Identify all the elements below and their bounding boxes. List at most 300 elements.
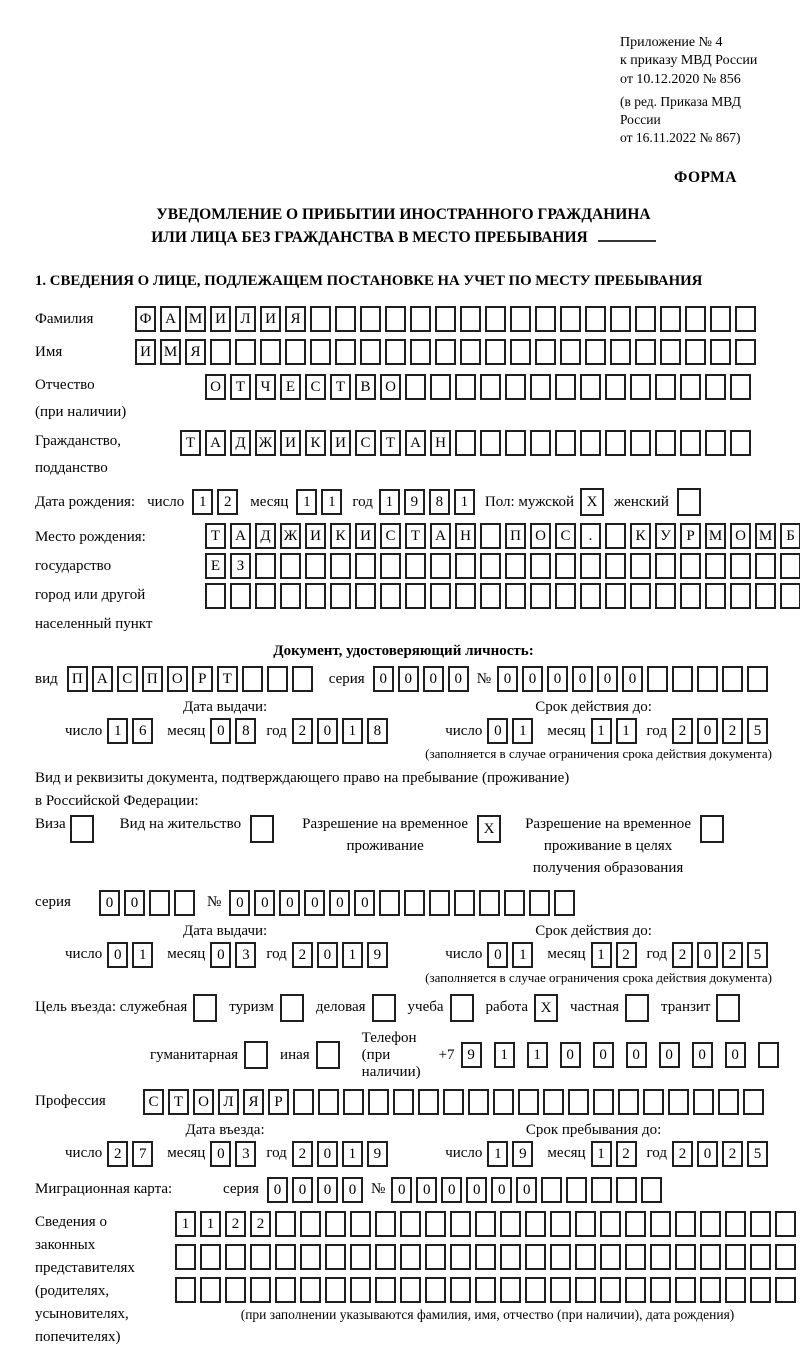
char-cell[interactable]: 2 [616,1141,637,1167]
char-cell[interactable] [235,339,256,365]
char-cell[interactable]: 2 [225,1211,246,1237]
char-cell[interactable] [425,1211,446,1237]
purpose-official-checkbox[interactable] [193,994,217,1022]
char-cell[interactable] [705,374,726,400]
char-cell[interactable] [450,1211,471,1237]
birth-month-boxes[interactable] [296,489,346,515]
char-cell[interactable]: 1 [296,489,317,515]
char-cell[interactable]: 0 [229,890,250,916]
char-cell[interactable] [555,553,576,579]
char-cell[interactable] [335,339,356,365]
char-cell[interactable] [505,374,526,400]
char-cell[interactable] [325,1211,346,1237]
char-cell[interactable] [600,1211,621,1237]
char-cell[interactable] [504,890,525,916]
char-cell[interactable] [350,1277,371,1303]
char-cell[interactable] [575,1211,596,1237]
temp-residence-edu-checkbox[interactable] [700,815,724,843]
char-cell[interactable]: П [142,666,163,692]
char-cell[interactable]: 2 [722,718,743,744]
char-cell[interactable] [758,1042,779,1068]
char-cell[interactable]: 0 [267,1177,288,1203]
res-valid-year-boxes[interactable] [672,942,772,968]
char-cell[interactable] [680,553,701,579]
birth-day-boxes[interactable] [192,489,242,515]
char-cell[interactable] [630,583,651,609]
char-cell[interactable]: 1 [616,718,637,744]
char-cell[interactable]: 0 [124,890,145,916]
res-issue-month-boxes[interactable] [210,942,260,968]
char-cell[interactable]: 1 [527,1042,548,1068]
visa-checkbox[interactable] [70,815,94,843]
char-cell[interactable]: 0 [692,1042,713,1068]
name-boxes[interactable] [135,339,760,365]
char-cell[interactable] [455,374,476,400]
char-cell[interactable] [529,890,550,916]
char-cell[interactable]: 0 [622,666,643,692]
char-cell[interactable] [242,666,263,692]
char-cell[interactable] [755,583,776,609]
char-cell[interactable] [318,1089,339,1115]
char-cell[interactable]: М [160,339,181,365]
char-cell[interactable] [525,1277,546,1303]
char-cell[interactable]: 1 [200,1211,221,1237]
char-cell[interactable]: 0 [210,1141,231,1167]
char-cell[interactable]: 0 [522,666,543,692]
res-issue-year-boxes[interactable] [292,942,392,968]
char-cell[interactable]: Л [218,1089,239,1115]
char-cell[interactable] [325,1277,346,1303]
char-cell[interactable] [735,339,756,365]
valid-year-boxes[interactable] [672,718,772,744]
char-cell[interactable]: 0 [317,718,338,744]
char-cell[interactable] [175,1244,196,1270]
char-cell[interactable] [710,339,731,365]
char-cell[interactable]: И [330,430,351,456]
char-cell[interactable]: О [205,374,226,400]
char-cell[interactable] [310,306,331,332]
char-cell[interactable] [780,553,800,579]
char-cell[interactable] [568,1089,589,1115]
char-cell[interactable]: 0 [487,942,508,968]
char-cell[interactable] [200,1277,221,1303]
issue-year-boxes[interactable] [292,718,392,744]
char-cell[interactable] [500,1244,521,1270]
char-cell[interactable] [585,339,606,365]
char-cell[interactable]: Р [192,666,213,692]
char-cell[interactable] [605,583,626,609]
char-cell[interactable]: 0 [597,666,618,692]
char-cell[interactable]: А [230,523,251,549]
char-cell[interactable] [518,1089,539,1115]
issue-day-boxes[interactable] [107,718,157,744]
char-cell[interactable] [454,890,475,916]
char-cell[interactable]: 2 [250,1211,271,1237]
char-cell[interactable]: 1 [342,718,363,744]
char-cell[interactable] [305,553,326,579]
char-cell[interactable] [675,1277,696,1303]
char-cell[interactable] [505,430,526,456]
char-cell[interactable] [555,374,576,400]
char-cell[interactable] [360,339,381,365]
birth-year-boxes[interactable] [379,489,479,515]
char-cell[interactable] [350,1211,371,1237]
char-cell[interactable]: А [405,430,426,456]
char-cell[interactable] [705,553,726,579]
char-cell[interactable]: 0 [210,942,231,968]
char-cell[interactable] [475,1211,496,1237]
profession-boxes[interactable] [143,1089,768,1115]
char-cell[interactable] [480,430,501,456]
char-cell[interactable] [743,1089,764,1115]
char-cell[interactable]: П [505,523,526,549]
temp-residence-checkbox[interactable]: X [477,815,501,843]
valid-month-boxes[interactable] [591,718,641,744]
char-cell[interactable] [429,890,450,916]
char-cell[interactable] [722,666,743,692]
char-cell[interactable] [550,1277,571,1303]
doc-number-boxes[interactable] [497,666,772,692]
char-cell[interactable] [535,306,556,332]
char-cell[interactable] [575,1277,596,1303]
char-cell[interactable] [525,1211,546,1237]
char-cell[interactable] [718,1089,739,1115]
char-cell[interactable] [250,1277,271,1303]
char-cell[interactable]: Д [255,523,276,549]
char-cell[interactable] [330,583,351,609]
char-cell[interactable]: 2 [217,489,238,515]
char-cell[interactable]: Т [217,666,238,692]
char-cell[interactable] [275,1277,296,1303]
char-cell[interactable] [750,1211,771,1237]
char-cell[interactable] [747,666,768,692]
char-cell[interactable] [360,306,381,332]
doc-series-boxes[interactable] [373,666,473,692]
char-cell[interactable] [650,1244,671,1270]
char-cell[interactable] [385,306,406,332]
char-cell[interactable] [655,374,676,400]
char-cell[interactable] [455,553,476,579]
char-cell[interactable]: 5 [747,942,768,968]
char-cell[interactable] [535,339,556,365]
phone-boxes[interactable] [461,1042,791,1068]
char-cell[interactable] [650,1211,671,1237]
char-cell[interactable] [285,339,306,365]
char-cell[interactable] [591,1177,612,1203]
char-cell[interactable] [410,306,431,332]
char-cell[interactable] [225,1244,246,1270]
char-cell[interactable]: И [305,523,326,549]
char-cell[interactable] [280,553,301,579]
char-cell[interactable] [725,1211,746,1237]
char-cell[interactable] [505,583,526,609]
char-cell[interactable] [410,339,431,365]
char-cell[interactable]: 0 [373,666,394,692]
char-cell[interactable] [641,1177,662,1203]
char-cell[interactable]: 0 [342,1177,363,1203]
char-cell[interactable] [300,1211,321,1237]
purpose-other-checkbox[interactable] [316,1041,340,1069]
purpose-tourism-checkbox[interactable] [280,994,304,1022]
char-cell[interactable] [280,583,301,609]
char-cell[interactable]: А [160,306,181,332]
char-cell[interactable]: 2 [672,718,693,744]
char-cell[interactable] [460,339,481,365]
char-cell[interactable] [643,1089,664,1115]
char-cell[interactable] [267,666,288,692]
char-cell[interactable] [205,583,226,609]
char-cell[interactable] [555,583,576,609]
char-cell[interactable]: Н [455,523,476,549]
char-cell[interactable]: С [143,1089,164,1115]
char-cell[interactable] [485,306,506,332]
guardians-row-3[interactable] [175,1277,800,1303]
char-cell[interactable]: А [430,523,451,549]
char-cell[interactable] [635,339,656,365]
char-cell[interactable]: Л [235,306,256,332]
char-cell[interactable] [693,1089,714,1115]
char-cell[interactable]: 1 [342,942,363,968]
char-cell[interactable] [700,1211,721,1237]
char-cell[interactable] [479,890,500,916]
char-cell[interactable]: 6 [132,718,153,744]
issue-month-boxes[interactable] [210,718,260,744]
char-cell[interactable] [630,430,651,456]
char-cell[interactable]: 0 [317,942,338,968]
char-cell[interactable]: 2 [722,1141,743,1167]
char-cell[interactable]: А [92,666,113,692]
valid-day-boxes[interactable] [487,718,537,744]
char-cell[interactable] [593,1089,614,1115]
char-cell[interactable] [566,1177,587,1203]
char-cell[interactable] [655,553,676,579]
char-cell[interactable]: 1 [512,942,533,968]
char-cell[interactable] [405,553,426,579]
char-cell[interactable]: С [380,523,401,549]
char-cell[interactable] [655,430,676,456]
char-cell[interactable] [543,1089,564,1115]
char-cell[interactable]: 2 [672,1141,693,1167]
char-cell[interactable]: 2 [292,718,313,744]
purpose-transit-checkbox[interactable] [716,994,740,1022]
char-cell[interactable]: Н [430,430,451,456]
char-cell[interactable]: И [210,306,231,332]
char-cell[interactable] [305,583,326,609]
char-cell[interactable] [700,1277,721,1303]
char-cell[interactable] [675,1211,696,1237]
char-cell[interactable] [405,583,426,609]
birth-place-row-3[interactable] [205,583,800,609]
char-cell[interactable] [580,583,601,609]
char-cell[interactable] [600,1277,621,1303]
purpose-study-checkbox[interactable] [450,994,474,1022]
purpose-humanitarian-checkbox[interactable] [244,1041,268,1069]
char-cell[interactable]: 1 [107,718,128,744]
char-cell[interactable]: 8 [367,718,388,744]
char-cell[interactable] [375,1211,396,1237]
char-cell[interactable]: О [193,1089,214,1115]
char-cell[interactable]: Ч [255,374,276,400]
char-cell[interactable]: 7 [132,1141,153,1167]
char-cell[interactable]: О [167,666,188,692]
char-cell[interactable] [550,1244,571,1270]
char-cell[interactable] [668,1089,689,1115]
char-cell[interactable] [605,374,626,400]
char-cell[interactable]: 0 [254,890,275,916]
char-cell[interactable] [580,374,601,400]
char-cell[interactable]: 0 [659,1042,680,1068]
char-cell[interactable] [625,1211,646,1237]
char-cell[interactable]: 0 [725,1042,746,1068]
char-cell[interactable] [550,1211,571,1237]
char-cell[interactable] [675,1244,696,1270]
char-cell[interactable] [275,1211,296,1237]
char-cell[interactable] [560,306,581,332]
char-cell[interactable] [575,1244,596,1270]
char-cell[interactable]: С [117,666,138,692]
char-cell[interactable] [650,1277,671,1303]
char-cell[interactable]: Т [405,523,426,549]
char-cell[interactable] [697,666,718,692]
char-cell[interactable]: И [280,430,301,456]
char-cell[interactable] [230,583,251,609]
char-cell[interactable]: У [655,523,676,549]
char-cell[interactable] [485,339,506,365]
char-cell[interactable]: Я [285,306,306,332]
char-cell[interactable] [730,430,751,456]
char-cell[interactable]: 0 [398,666,419,692]
char-cell[interactable] [330,553,351,579]
char-cell[interactable] [525,1244,546,1270]
char-cell[interactable]: 3 [235,1141,256,1167]
char-cell[interactable]: 1 [591,718,612,744]
char-cell[interactable] [780,583,800,609]
char-cell[interactable]: 2 [722,942,743,968]
patronymic-boxes[interactable] [205,374,755,400]
char-cell[interactable] [260,339,281,365]
char-cell[interactable] [655,583,676,609]
char-cell[interactable]: 2 [292,942,313,968]
char-cell[interactable] [541,1177,562,1203]
char-cell[interactable] [660,339,681,365]
char-cell[interactable] [680,430,701,456]
char-cell[interactable]: Ф [135,306,156,332]
char-cell[interactable]: С [355,430,376,456]
char-cell[interactable] [335,306,356,332]
char-cell[interactable] [680,583,701,609]
char-cell[interactable]: М [755,523,776,549]
char-cell[interactable]: 1 [494,1042,515,1068]
char-cell[interactable] [610,306,631,332]
char-cell[interactable]: 0 [593,1042,614,1068]
char-cell[interactable] [735,306,756,332]
char-cell[interactable]: 0 [423,666,444,692]
char-cell[interactable] [710,306,731,332]
char-cell[interactable] [500,1211,521,1237]
char-cell[interactable] [325,1244,346,1270]
char-cell[interactable]: 9 [512,1141,533,1167]
char-cell[interactable] [250,1244,271,1270]
char-cell[interactable]: 5 [747,718,768,744]
char-cell[interactable]: 1 [379,489,400,515]
char-cell[interactable] [425,1244,446,1270]
char-cell[interactable] [210,339,231,365]
char-cell[interactable] [493,1089,514,1115]
res-number-boxes[interactable] [229,890,579,916]
char-cell[interactable] [500,1277,521,1303]
birth-place-row-1[interactable] [205,523,800,549]
mc-series-boxes[interactable] [267,1177,367,1203]
char-cell[interactable] [293,1089,314,1115]
char-cell[interactable]: 8 [235,718,256,744]
char-cell[interactable] [616,1177,637,1203]
char-cell[interactable]: 0 [491,1177,512,1203]
char-cell[interactable] [375,1277,396,1303]
char-cell[interactable] [405,374,426,400]
char-cell[interactable]: 2 [292,1141,313,1167]
char-cell[interactable]: 2 [616,942,637,968]
char-cell[interactable]: 0 [697,942,718,968]
char-cell[interactable] [430,553,451,579]
char-cell[interactable]: 0 [466,1177,487,1203]
char-cell[interactable] [343,1089,364,1115]
char-cell[interactable] [385,339,406,365]
char-cell[interactable]: 0 [107,942,128,968]
char-cell[interactable] [625,1277,646,1303]
char-cell[interactable] [450,1244,471,1270]
char-cell[interactable] [530,430,551,456]
char-cell[interactable]: 5 [747,1141,768,1167]
char-cell[interactable] [630,553,651,579]
char-cell[interactable]: 2 [672,942,693,968]
res-valid-month-boxes[interactable] [591,942,641,968]
char-cell[interactable]: О [530,523,551,549]
char-cell[interactable]: 1 [591,1141,612,1167]
char-cell[interactable]: А [205,430,226,456]
surname-boxes[interactable] [135,306,760,332]
char-cell[interactable]: 0 [516,1177,537,1203]
char-cell[interactable] [443,1089,464,1115]
char-cell[interactable] [200,1244,221,1270]
char-cell[interactable] [475,1277,496,1303]
char-cell[interactable]: 0 [317,1177,338,1203]
char-cell[interactable] [605,523,626,549]
char-cell[interactable]: М [705,523,726,549]
char-cell[interactable]: 1 [487,1141,508,1167]
char-cell[interactable]: 0 [497,666,518,692]
char-cell[interactable]: 0 [317,1141,338,1167]
char-cell[interactable] [755,553,776,579]
char-cell[interactable] [605,553,626,579]
char-cell[interactable] [775,1211,796,1237]
guardians-row-1[interactable] [175,1211,800,1237]
char-cell[interactable]: 9 [367,1141,388,1167]
char-cell[interactable] [310,339,331,365]
char-cell[interactable] [625,1244,646,1270]
char-cell[interactable]: 0 [697,718,718,744]
char-cell[interactable]: Я [243,1089,264,1115]
char-cell[interactable]: 1 [175,1211,196,1237]
char-cell[interactable]: 2 [107,1141,128,1167]
char-cell[interactable]: Я [185,339,206,365]
char-cell[interactable]: Т [330,374,351,400]
char-cell[interactable] [700,1244,721,1270]
char-cell[interactable]: 9 [461,1042,482,1068]
char-cell[interactable]: К [330,523,351,549]
char-cell[interactable] [725,1277,746,1303]
char-cell[interactable] [510,339,531,365]
char-cell[interactable] [475,1244,496,1270]
